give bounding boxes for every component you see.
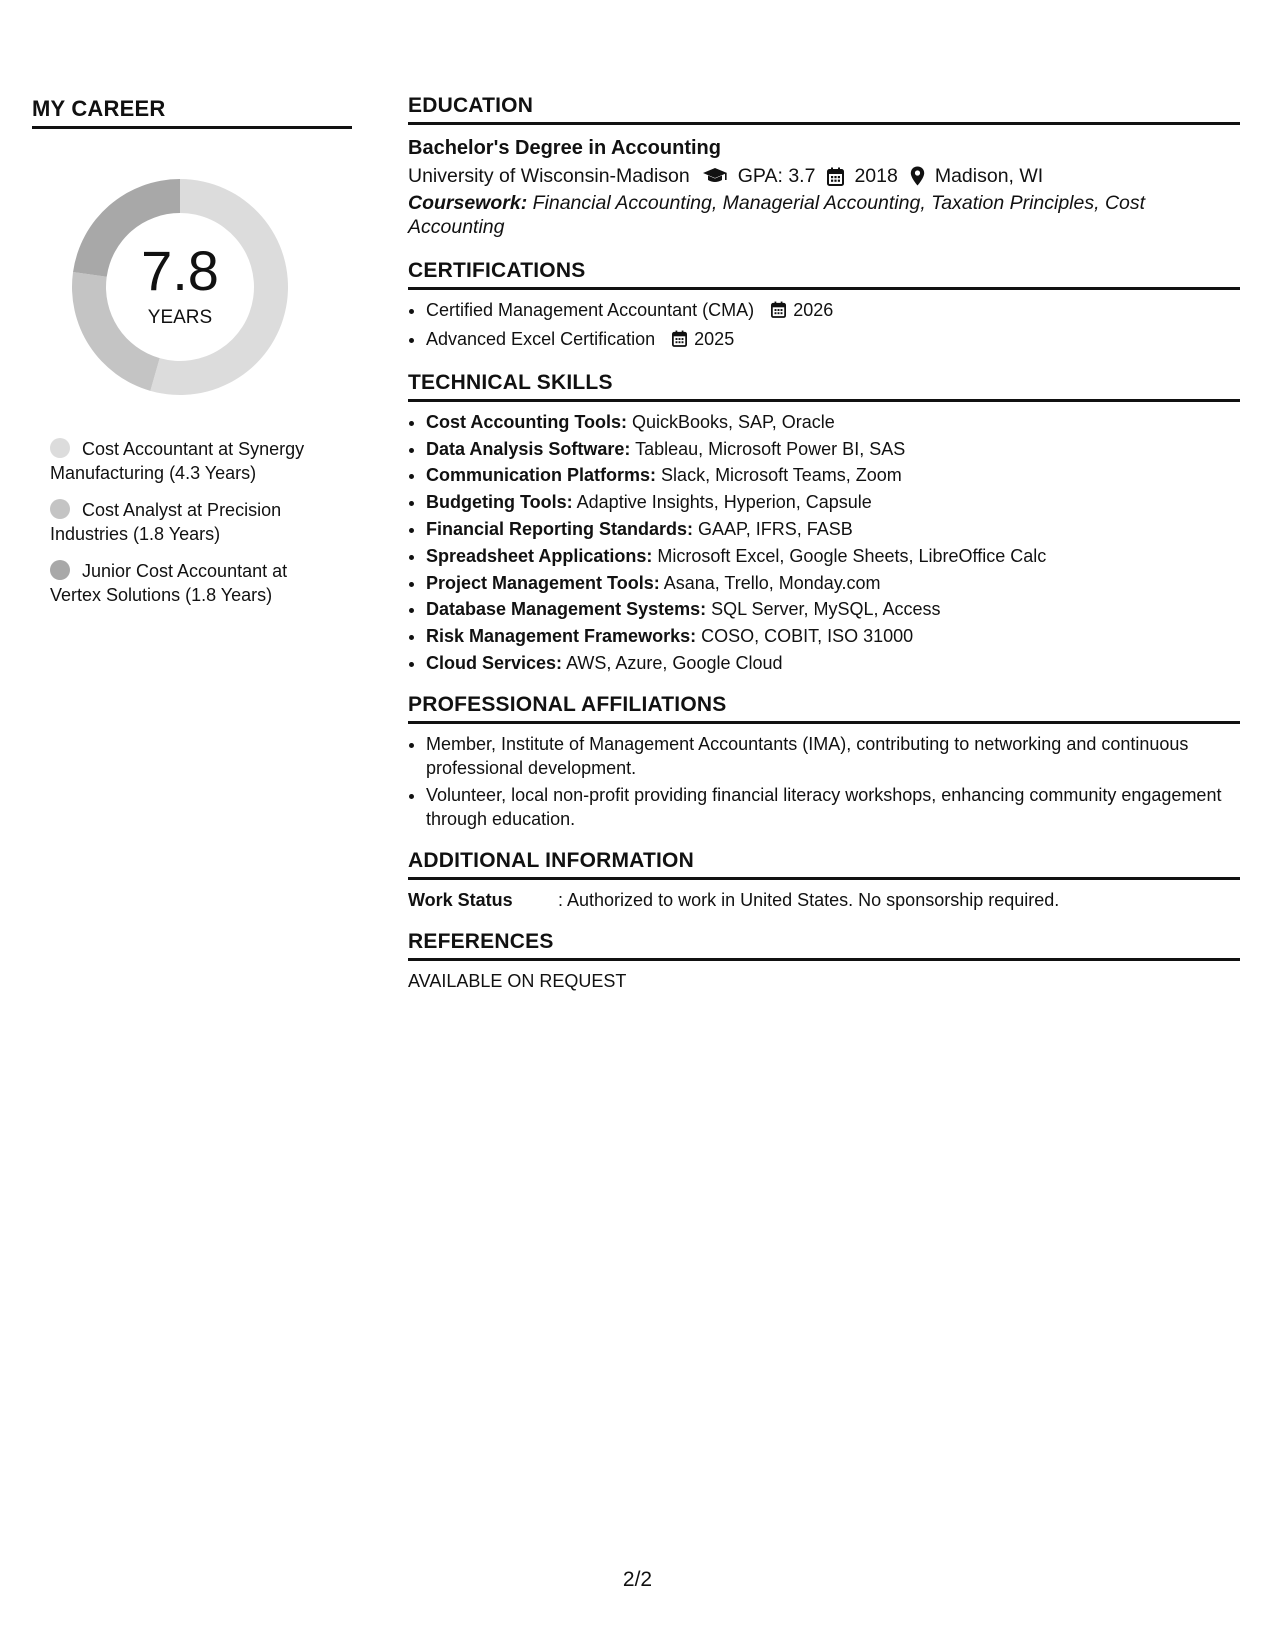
legend-dot-icon (50, 560, 70, 580)
legend-label: Cost Accountant at Synergy Manufacturing (4.3 Years) (50, 439, 305, 483)
legend-label: Junior Cost Accountant at Vertex Solutions (1.8 Years) (50, 561, 288, 605)
list-item (426, 437, 1240, 461)
calendar-icon (771, 300, 786, 324)
career-donut-chart (66, 173, 294, 401)
career-title: MY CAREER (32, 96, 352, 129)
education-title: EDUCATION (408, 94, 1240, 125)
list-item (426, 463, 1240, 487)
skill-value: Tableau, Microsoft Power BI, SAS (635, 438, 906, 459)
page-number: 2/2 (622, 1568, 653, 1591)
legend-dot-icon (50, 438, 70, 458)
career-total-unit: YEARS (147, 307, 213, 328)
skill-label: Project Management Tools: (426, 572, 660, 593)
skill-label: Spreadsheet Applications: (426, 545, 653, 566)
list-item (426, 410, 1240, 434)
education-section (408, 94, 1240, 239)
education-location: Madison, WI (934, 165, 1044, 187)
list-item (426, 651, 1240, 675)
career-sidebar (32, 96, 352, 620)
education-coursework (408, 191, 1240, 239)
certification-name: Certified Management Accountant (CMA) (426, 300, 755, 320)
legend-item (50, 559, 330, 607)
calendar-icon (672, 329, 687, 353)
list-item (426, 327, 1240, 353)
skill-label: Cloud Services: (426, 652, 563, 673)
skill-label: Budgeting Tools: (426, 492, 573, 513)
list-item: • Volunteer, local non-profit providing financial literacy workshops, enhancing community engagement through education. (426, 783, 1240, 831)
legend-item (50, 437, 330, 485)
skill-value: Microsoft Excel, Google Sheets, LibreOffice Calc (657, 545, 1047, 566)
education-year: 2018 (854, 165, 898, 187)
work-status-row (408, 888, 1240, 912)
certifications-section (408, 259, 1240, 353)
skills-list (408, 410, 1240, 675)
skill-value: SQL Server, MySQL, Access (711, 599, 941, 620)
skill-value: Slack, Microsoft Teams, Zoom (661, 465, 902, 486)
career-legend (50, 437, 330, 607)
certifications-list (408, 298, 1240, 353)
skill-label: Communication Platforms: (426, 465, 657, 486)
list-item (426, 624, 1240, 648)
references-title: REFERENCES (408, 930, 1240, 961)
skill-value: COSO, COBIT, ISO 31000 (701, 626, 914, 647)
additional-section (408, 849, 1240, 912)
skill-label: Risk Management Frameworks: (426, 626, 697, 647)
list-item (426, 298, 1240, 324)
education-degree: Bachelor's Degree in Accounting (408, 137, 721, 159)
skills-title: TECHNICAL SKILLS (408, 371, 1240, 402)
education-school: University of Wisconsin-Madison (408, 165, 690, 187)
references-text: AVAILABLE ON REQUEST (408, 970, 627, 991)
skill-value: AWS, Azure, Google Cloud (566, 652, 783, 673)
certification-name: Advanced Excel Certification (426, 328, 656, 349)
certification-year: 2026 (793, 300, 834, 320)
list-item (426, 597, 1240, 621)
references-section (408, 930, 1240, 992)
list-item (426, 571, 1240, 595)
skill-label: Cost Accounting Tools: (426, 411, 627, 432)
additional-title: ADDITIONAL INFORMATION (408, 849, 1240, 880)
skill-label: Database Management Systems: (426, 599, 707, 620)
affiliations-title: PROFESSIONAL AFFILIATIONS (408, 693, 1240, 724)
career-total-value: 7.8 (141, 239, 219, 302)
work-status-label: Work Status (408, 889, 513, 910)
list-item (426, 544, 1240, 568)
skill-label: Financial Reporting Standards: (426, 518, 694, 539)
list-item (426, 517, 1240, 541)
skill-label: Data Analysis Software: (426, 438, 631, 459)
resume-main (408, 94, 1240, 1004)
legend-label: Cost Analyst at Precision Industries (1.8 Years) (50, 500, 282, 544)
list-item (426, 490, 1240, 514)
affiliations-list (408, 732, 1240, 831)
legend-dot-icon (50, 499, 70, 519)
work-status-value: : Authorized to work in United States. No sponsorship required. (558, 889, 1060, 910)
calendar-icon (827, 167, 844, 186)
skill-value: Adaptive Insights, Hyperion, Capsule (576, 492, 872, 513)
skills-section (408, 371, 1240, 675)
coursework-text: Financial Accounting, Managerial Accounting, Taxation Principles, Cost Accounting (408, 192, 1146, 238)
certification-year: 2025 (694, 328, 735, 349)
graduation-cap-icon (702, 167, 728, 185)
map-pin-icon (910, 166, 925, 186)
education-meta (408, 161, 1240, 191)
education-gpa: GPA: 3.7 (737, 165, 816, 187)
certifications-title: CERTIFICATIONS (408, 259, 1240, 290)
skill-value: Asana, Trello, Monday.com (663, 572, 881, 593)
affiliations-section (408, 693, 1240, 831)
list-item: • Member, Institute of Management Accountants (IMA), contributing to networking and continuous professional development. (426, 732, 1240, 780)
legend-item (50, 498, 330, 546)
skill-value: GAAP, IFRS, FASB (698, 518, 853, 539)
skill-value: QuickBooks, SAP, Oracle (632, 411, 835, 432)
coursework-label: Coursework: (408, 192, 528, 214)
